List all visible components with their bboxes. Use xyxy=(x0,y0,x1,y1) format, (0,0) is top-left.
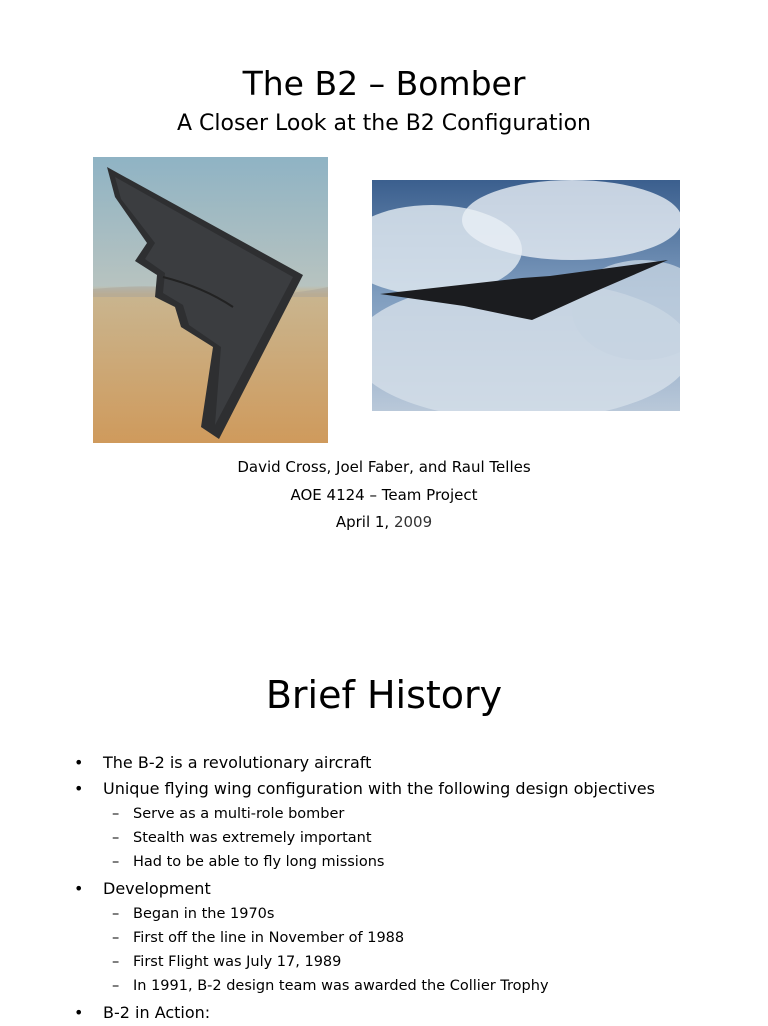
bullet-item: • The B-2 is a revolutionary aircraft xyxy=(74,750,754,776)
date-year: 2009 xyxy=(389,513,433,531)
slide-subtitle: A Closer Look at the B2 Configuration xyxy=(176,111,591,136)
b2-over-desert-photo xyxy=(93,157,328,443)
b2-above-clouds-photo xyxy=(372,180,680,411)
authors: David Cross, Joel Faber, and Raul Telles xyxy=(237,458,531,476)
section-title: Brief History xyxy=(265,673,503,717)
sub-bullet-item: – In 1991, B-2 design team was awarded the Collier Trophy xyxy=(74,974,754,998)
sub-bullet-item: – Stealth was extremely important xyxy=(74,826,754,850)
sub-bullet-item: – Serve as a multi-role bomber xyxy=(74,802,754,826)
presentation-date xyxy=(0,513,768,531)
sub-bullet-item: – Had to be able to fly long missions xyxy=(74,850,754,874)
sub-bullet-item: – First Flight was July 17, 1989 xyxy=(74,950,754,974)
sub-bullet-item: – First off the line in November of 1988 xyxy=(74,926,754,950)
bullet-item: • Development xyxy=(74,876,754,902)
slide-title: The B2 – Bomber xyxy=(242,64,526,103)
bullet-item: • B-2 in Action: xyxy=(74,1000,754,1026)
course-info: AOE 4124 – Team Project xyxy=(290,486,478,504)
sub-bullet-item: – Began in the 1970s xyxy=(74,902,754,926)
history-bullet-list xyxy=(74,750,754,1026)
bullet-item: • Unique flying wing configuration with the following design objectives xyxy=(74,776,754,802)
date-main: April 1, xyxy=(335,513,390,531)
